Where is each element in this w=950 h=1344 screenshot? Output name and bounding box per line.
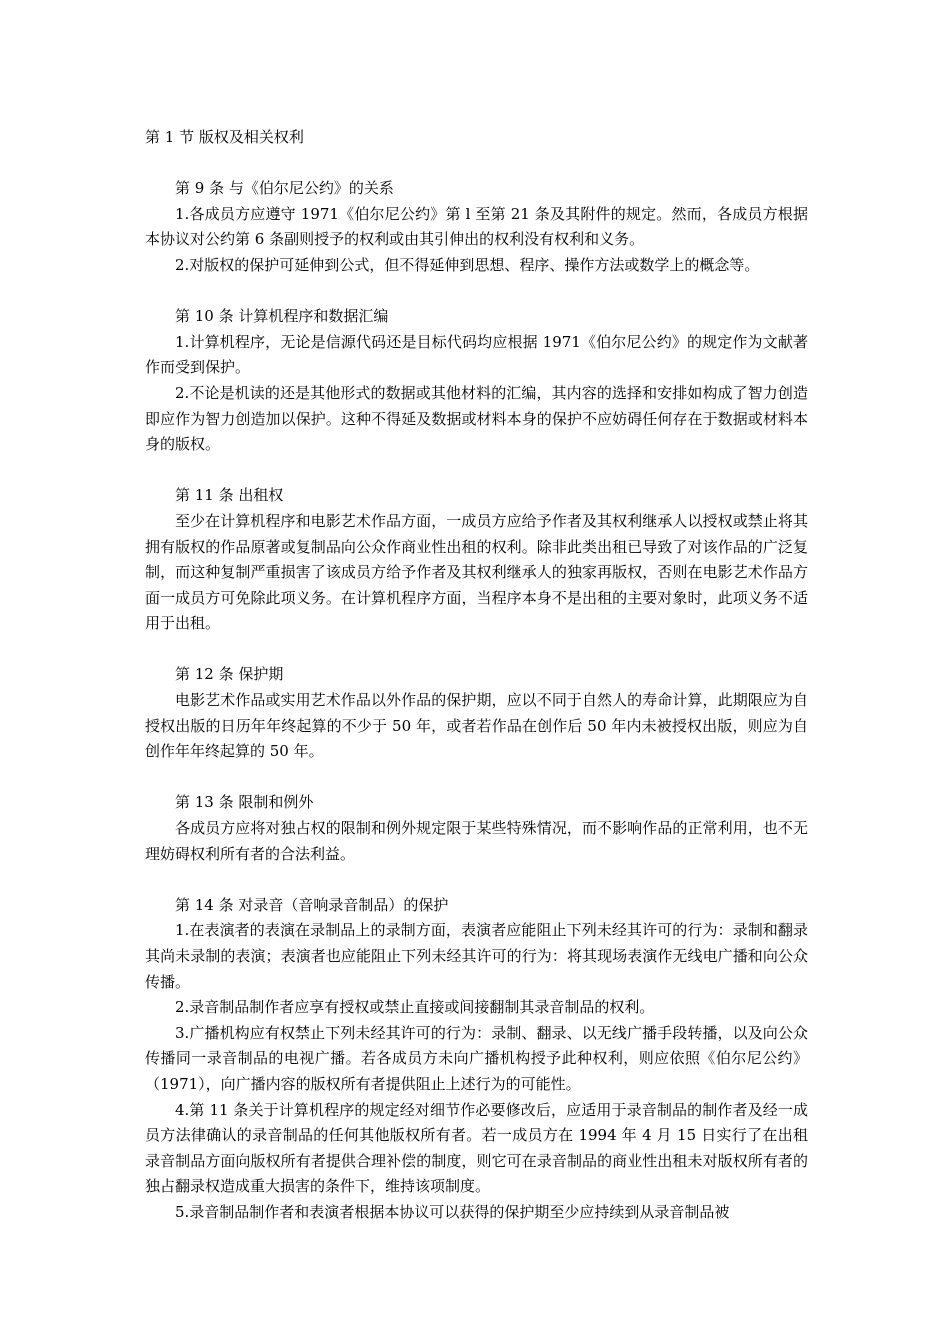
article-13 bbox=[145, 790, 808, 867]
article-paragraph: 电影艺术作品或实用艺术作品以外作品的保护期，应以不同于自然人的寿命计算，此期限应为自授权出版的日历年年终起算的不少于 50 年，或者若作品在创作后 50 年内未被授权出版，则应为自创作年年终起算的 50 年。 bbox=[145, 691, 808, 761]
article-paragraph: 2.录音制品制作者应享有授权或禁止直接或间接翻制其录音制品的权利。 bbox=[175, 998, 655, 1017]
article-paragraph: 2.不论是机读的还是其他形式的数据或其他材料的汇编，其内容的选择和安排如构成了智力创造即应作为智力创造加以保护。这种不得延及数据或材料本身的保护不应妨碍任何存在于数据或材料本身的版权。 bbox=[145, 383, 808, 454]
article-paragraph: 1.各成员方应遵守 1971《伯尔尼公约》第 l 至第 21 条及其附件的规定。然而，各成员方根据本协议对公约第 6 条副则授予的权利或由其引伸出的权利没有权利和义务。 bbox=[145, 204, 808, 249]
article-paragraph: 5.录音制品制作者和表演者根据本协议可以获得的保护期至少应持续到从录音制品被 bbox=[175, 1202, 730, 1221]
article-paragraph: 2.对版权的保护可延伸到公式，但不得延伸到思想、程序、操作方法或数学上的概念等。 bbox=[175, 255, 760, 274]
article-paragraph: 3.广播机构应有权禁止下列未经其许可的行为：录制、翻录、以无线广播手段转播，以及向公众传播同一录音制品的电视广播。若各成员方未向广播机构授予此种权利，则应依照《伯尔尼公约》（1971），向广播内容的版权所有者提供阻止上述行为的可能性。 bbox=[145, 1023, 808, 1093]
article-heading: 第 10 条 计算机程序和数据汇编 bbox=[175, 307, 389, 326]
article-9 bbox=[145, 176, 808, 278]
article-10 bbox=[145, 304, 808, 458]
article-heading: 第 12 条 保护期 bbox=[175, 665, 284, 684]
article-12 bbox=[145, 662, 808, 764]
article-14 bbox=[145, 893, 808, 1226]
article-heading: 第 11 条 出租权 bbox=[175, 486, 284, 505]
article-heading: 第 13 条 限制和例外 bbox=[175, 793, 314, 812]
section-title: 第 1 节 版权及相关权利 bbox=[145, 128, 304, 146]
article-paragraph: 1.计算机程序，无论是信源代码还是目标代码均应根据 1971《伯尔尼公约》的规定作为文献著作而受到保护。 bbox=[145, 332, 808, 377]
article-paragraph: 4.第 11 条关于计算机程序的规定经对细节作必要修改后，应适用于录音制品的制作者及经一成员方法律确认的录音制品的任何其他版权所有者。若一成员方在 1994 年 4 月 15 日实行了在出租录音制品方面向版权所有者提供合理补偿的制度，则它可在录音制品的商业性出租未对版权所有者的独占翻录权造成重大损害的条件下，维持该项制度。 bbox=[145, 1100, 808, 1196]
article-heading: 第 14 条 对录音（音响录音制品）的保护 bbox=[175, 895, 449, 914]
article-paragraph: 各成员方应将对独占权的限制和例外规定限于某些特殊情况，而不影响作品的正常利用，也不无理妨碍权利所有者的合法利益。 bbox=[145, 819, 808, 863]
article-paragraph: 至少在计算机程序和电影艺术作品方面，一成员方应给予作者及其权利继承人以授权或禁止将其拥有版权的作品原著或复制品向公众作商业性出租的权利。除非此类出租已导致了对该作品的广泛复制，而这种复制严重损害了该成员方给予作者及其权利继承人的独家再版权，否则在电影艺术作品方面一成员方可免除此项义务。在计算机程序方面，当程序本身不是出租的主要对象时，此项义务不适用于出租。 bbox=[145, 511, 808, 633]
article-11 bbox=[145, 483, 808, 637]
article-paragraph: 1.在表演者的表演在录制品上的录制方面，表演者应能阻止下列未经其许可的行为：录制和翻录其尚未录制的表演；表演者也应能阻止下列未经其许可的行为：将其现场表演作无线电广播和向公众传播。 bbox=[145, 921, 808, 991]
article-heading: 第 9 条 与《伯尔尼公约》的关系 bbox=[175, 179, 394, 198]
document-page bbox=[145, 125, 808, 1226]
